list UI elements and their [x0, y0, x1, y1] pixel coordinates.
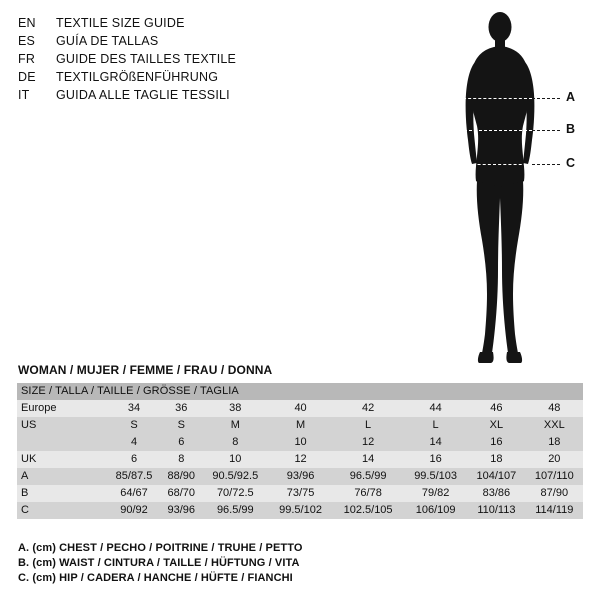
- cell: 99.5/103: [404, 468, 467, 485]
- cell: 6: [161, 434, 202, 451]
- cell: 12: [269, 451, 332, 468]
- row-label-c: C: [17, 502, 107, 519]
- cell: 96.5/99: [202, 502, 270, 519]
- language-row-es: [18, 32, 438, 50]
- language-row-de: [18, 68, 438, 86]
- cell: 12: [332, 434, 404, 451]
- cell: 102.5/105: [332, 502, 404, 519]
- row-label-europe: Europe: [17, 400, 107, 417]
- cell: 18: [526, 434, 583, 451]
- cell: 107/110: [526, 468, 583, 485]
- measure-line-b-outer: [532, 130, 560, 131]
- footnote-hip: C. (cm) HIP / CADERA / HANCHE / HÜFTE / FIANCHI: [18, 572, 293, 584]
- row-label-a: A: [17, 468, 107, 485]
- table-row: [17, 400, 583, 417]
- language-row-it: [18, 86, 438, 104]
- cell: XL: [467, 417, 526, 434]
- cell: 8: [202, 434, 270, 451]
- cell: 46: [467, 400, 526, 417]
- cell: 44: [404, 400, 467, 417]
- measure-line-c-inner: [457, 164, 532, 165]
- measure-label-b: B: [566, 122, 576, 136]
- cell: 16: [467, 434, 526, 451]
- row-label-uk: UK: [17, 451, 107, 468]
- cell: 14: [404, 434, 467, 451]
- cell: 88/90: [161, 468, 202, 485]
- cell: 110/113: [467, 502, 526, 519]
- cell: 104/107: [467, 468, 526, 485]
- measure-label-c: C: [566, 156, 576, 170]
- cell: 6: [107, 451, 161, 468]
- female-silhouette-icon: [430, 8, 590, 368]
- cell: 90/92: [107, 502, 161, 519]
- cell: 73/75: [269, 485, 332, 502]
- measure-line-b-inner: [459, 130, 532, 131]
- table-row: [17, 417, 583, 434]
- body-figure: [430, 8, 590, 368]
- cell: 8: [161, 451, 202, 468]
- cell: 114/119: [526, 502, 583, 519]
- cell: XXL: [526, 417, 583, 434]
- cell: L: [404, 417, 467, 434]
- language-code-de: DE: [18, 70, 36, 84]
- language-list: [18, 14, 438, 104]
- table-header-row: [17, 383, 583, 400]
- cell: M: [269, 417, 332, 434]
- cell: 79/82: [404, 485, 467, 502]
- cell: 76/78: [332, 485, 404, 502]
- measure-line-c-outer: [532, 164, 560, 165]
- cell: 16: [404, 451, 467, 468]
- language-text-fr: GUIDE DES TAILLES TEXTILE: [56, 52, 237, 66]
- cell: 34: [107, 400, 161, 417]
- cell: 10: [269, 434, 332, 451]
- cell: 48: [526, 400, 583, 417]
- language-text-it: GUIDA ALLE TAGLIE TESSILI: [56, 88, 230, 102]
- row-label-b: B: [17, 485, 107, 502]
- cell: 40: [269, 400, 332, 417]
- language-code-it: IT: [18, 88, 30, 102]
- size-table: [17, 383, 583, 519]
- footnote-chest: A. (cm) CHEST / PECHO / POITRINE / TRUHE / PETTO: [18, 542, 303, 554]
- cell: 14: [332, 451, 404, 468]
- cell: 38: [202, 400, 270, 417]
- cell: 106/109: [404, 502, 467, 519]
- cell: 93/96: [269, 468, 332, 485]
- cell: 36: [161, 400, 202, 417]
- cell: L: [332, 417, 404, 434]
- cell: 10: [202, 451, 270, 468]
- table-row: [17, 434, 583, 451]
- measure-line-a-outer: [532, 98, 560, 99]
- language-text-es: GUÍA DE TALLAS: [56, 34, 159, 48]
- cell: 93/96: [161, 502, 202, 519]
- cell: 85/87.5: [107, 468, 161, 485]
- cell: M: [202, 417, 270, 434]
- language-code-fr: FR: [18, 52, 36, 66]
- row-label-us-numeric: [17, 434, 107, 451]
- cell: 18: [467, 451, 526, 468]
- row-label-us: US: [17, 417, 107, 434]
- cell: 70/72.5: [202, 485, 270, 502]
- cell: 20: [526, 451, 583, 468]
- cell: 42: [332, 400, 404, 417]
- cell: 90.5/92.5: [202, 468, 270, 485]
- table-row: [17, 502, 583, 519]
- language-code-es: ES: [18, 34, 36, 48]
- cell: S: [107, 417, 161, 434]
- measure-line-a-inner: [458, 98, 532, 99]
- table-row: [17, 451, 583, 468]
- cell: 99.5/102: [269, 502, 332, 519]
- cell: S: [161, 417, 202, 434]
- table-row: [17, 485, 583, 502]
- measure-label-a: A: [566, 90, 576, 104]
- cell: 87/90: [526, 485, 583, 502]
- cell: 68/70: [161, 485, 202, 502]
- language-code-en: EN: [18, 16, 36, 30]
- table-row: [17, 468, 583, 485]
- table-header-label: SIZE / TALLA / TAILLE / GRÖSSE / TAGLIA: [17, 383, 583, 400]
- footnote-waist: B. (cm) WAIST / CINTURA / TAILLE / HÜFTUNG / VITA: [18, 557, 300, 569]
- language-row-en: [18, 14, 438, 32]
- cell: 64/67: [107, 485, 161, 502]
- cell: 83/86: [467, 485, 526, 502]
- table-caption: WOMAN / MUJER / FEMME / FRAU / DONNA: [18, 363, 273, 377]
- language-row-fr: [18, 50, 438, 68]
- language-text-de: TEXTILGRÖßENFÜHRUNG: [56, 70, 219, 84]
- cell: 4: [107, 434, 161, 451]
- language-text-en: TEXTILE SIZE GUIDE: [56, 16, 185, 30]
- footnote-list: [18, 541, 578, 586]
- cell: 96.5/99: [332, 468, 404, 485]
